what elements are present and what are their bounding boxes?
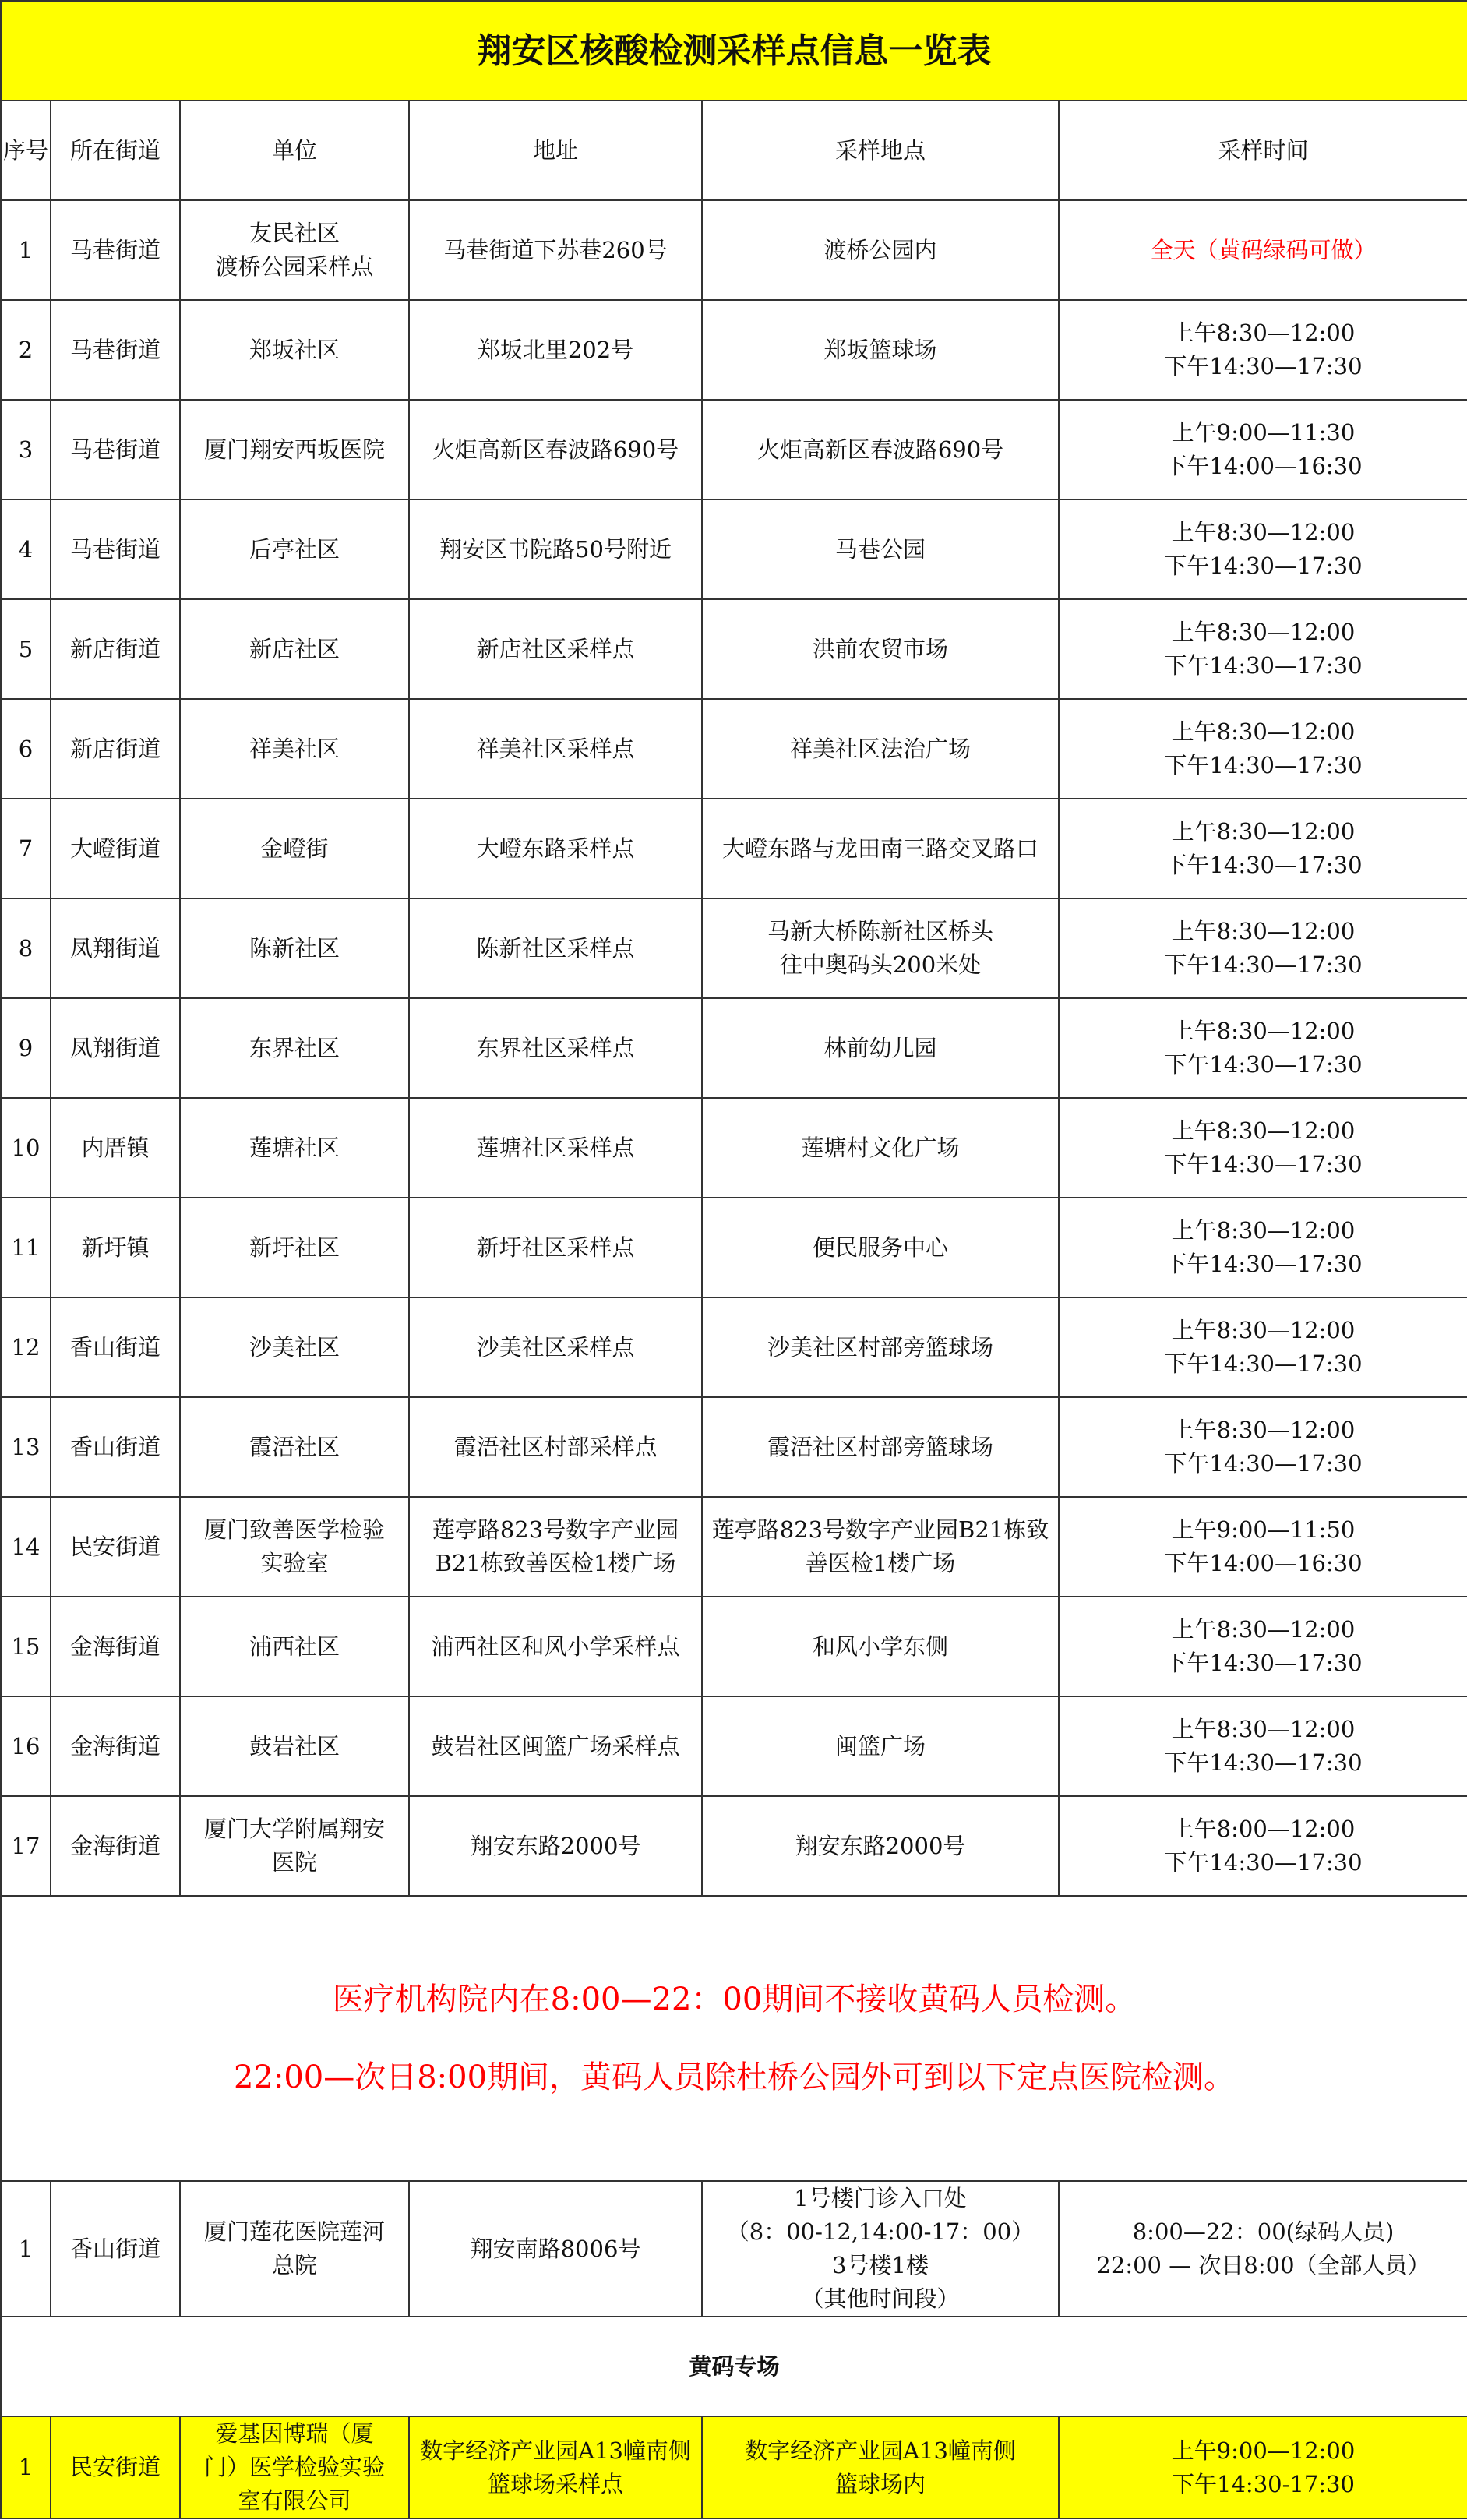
cell-site	[702, 499, 1059, 599]
cell-unit-line: 霞浯社区	[249, 1433, 340, 1460]
cell-unit-line: 厦门致善医学检验	[203, 1516, 385, 1543]
cell-no-line: 4	[18, 535, 34, 563]
cell-street	[51, 1198, 180, 1297]
cell-no-line: 15	[11, 1632, 41, 1660]
cell-unit	[180, 499, 409, 599]
cell-site	[702, 898, 1059, 998]
cell-unit-line: 总院	[271, 2252, 317, 2278]
cell-unit	[180, 1597, 409, 1696]
cell-unit-line: 新圩社区	[249, 1234, 340, 1261]
cell-unit	[180, 1198, 409, 1297]
cell-site-line: 篮球场内	[834, 2470, 926, 2497]
cell-street	[51, 799, 180, 898]
cell-address-line: 火炬高新区春波路690号	[432, 436, 679, 463]
cell-street-line: 金海街道	[69, 1632, 160, 1660]
cell-site	[702, 2181, 1059, 2317]
cell-time-line: 上午8:30—12:00	[1171, 918, 1356, 944]
table-row	[1, 1696, 1467, 1796]
cell-time-line: 下午14:30—17:30	[1164, 852, 1363, 878]
table-row	[1, 499, 1467, 599]
cell-street-line: 内厝镇	[81, 1134, 150, 1161]
cell-no-line: 12	[11, 1333, 41, 1361]
cell-address-line: 新圩社区采样点	[476, 1234, 635, 1261]
cell-address-line: 郑坂北里202号	[477, 336, 634, 363]
cell-street-line: 民安街道	[69, 2454, 160, 2480]
cell-address-line: 莲亭路823号数字产业园	[432, 1516, 679, 1543]
cell-no	[1, 2416, 51, 2518]
cell-time-line: 下午14:30—17:30	[1164, 1350, 1363, 1377]
cell-street-line: 新店街道	[69, 635, 160, 662]
cell-time-line: 上午9:00—11:30	[1171, 419, 1356, 446]
cell-street-line: 凤翔街道	[69, 1034, 160, 1061]
cell-unit-line: 后亭社区	[249, 535, 340, 563]
cell-no	[1, 1198, 51, 1297]
cell-no	[1, 499, 51, 599]
cell-unit	[180, 898, 409, 998]
cell-unit-line: 祥美社区	[249, 735, 340, 762]
cell-no-line: 1	[18, 2454, 34, 2480]
cell-time-line: 上午8:30—12:00	[1171, 1217, 1356, 1244]
cell-address	[409, 1198, 702, 1297]
cell-address	[409, 1098, 702, 1198]
yellow-section-row	[1, 2317, 1467, 2416]
cell-time-line: 下午14:30—17:30	[1164, 1749, 1363, 1776]
cell-time-line: 上午8:30—12:00	[1171, 619, 1356, 645]
cell-street	[51, 1297, 180, 1397]
cell-unit	[180, 1098, 409, 1198]
cell-unit-line: 实验室	[260, 1550, 329, 1576]
cell-street	[51, 1796, 180, 1896]
cell-time	[1059, 998, 1467, 1098]
header-street: 所在街道	[51, 101, 180, 200]
cell-address	[409, 1696, 702, 1796]
cell-address-line: 翔安东路2000号	[470, 1832, 641, 1859]
cell-address-line: 浦西社区和风小学采样点	[431, 1632, 680, 1660]
cell-no	[1, 200, 51, 300]
cell-address-line: 新店社区采样点	[476, 635, 635, 662]
header-row	[1, 101, 1467, 200]
cell-street-line: 香山街道	[69, 1333, 160, 1361]
cell-time-line: 下午14:30—17:30	[1164, 353, 1363, 379]
cell-street-line: 大嶝街道	[69, 835, 160, 862]
cell-address	[409, 1397, 702, 1497]
cell-time	[1059, 1597, 1467, 1696]
cell-address	[409, 499, 702, 599]
table-row	[1, 799, 1467, 898]
cell-street	[51, 2416, 180, 2518]
cell-site-line: 莲亭路823号数字产业园B21栋致	[711, 1516, 1049, 1543]
cell-address-line: 霞浯社区村部采样点	[453, 1433, 658, 1460]
page-title: 翔安区核酸检测采样点信息一览表	[1, 1, 1467, 101]
cell-time-line: 上午8:30—12:00	[1171, 1018, 1356, 1044]
cell-time	[1059, 799, 1467, 898]
cell-time-line: 上午8:30—12:00	[1171, 818, 1356, 845]
cell-address	[409, 898, 702, 998]
table-row	[1, 1796, 1467, 1896]
cell-unit	[180, 300, 409, 400]
cell-no-line: 10	[11, 1134, 41, 1161]
cell-street	[51, 1098, 180, 1198]
cell-no	[1, 599, 51, 699]
cell-time-line: 下午14:00—16:30	[1164, 453, 1363, 479]
cell-site-line: 祥美社区法治广场	[789, 735, 971, 762]
cell-no-line: 3	[18, 436, 34, 463]
cell-time-line: 下午14:30-17:30	[1172, 2470, 1355, 2497]
cell-no	[1, 699, 51, 799]
cell-street	[51, 699, 180, 799]
cell-no	[1, 998, 51, 1098]
cell-unit-line: 厦门翔安西坂医院	[203, 436, 385, 463]
header-site: 采样地点	[702, 101, 1059, 200]
cell-street	[51, 2181, 180, 2317]
cell-site	[702, 998, 1059, 1098]
cell-time	[1059, 200, 1467, 300]
cell-site-line: 洪前农贸市场	[812, 635, 948, 662]
cell-no	[1, 1796, 51, 1896]
table-row	[1, 1397, 1467, 1497]
cell-unit-line: 陈新社区	[249, 934, 340, 962]
cell-address-line: 篮球场采样点	[487, 2470, 623, 2497]
cell-no	[1, 1696, 51, 1796]
cell-no-line: 1	[18, 2235, 34, 2262]
cell-unit-line: 渡桥公园采样点	[215, 253, 374, 280]
header-unit: 单位	[180, 101, 409, 200]
cell-site	[702, 699, 1059, 799]
cell-street	[51, 599, 180, 699]
cell-time-line: 上午8:30—12:00	[1171, 718, 1356, 745]
cell-time-line: 上午8:00—12:00	[1171, 1816, 1356, 1842]
cell-street-line: 新店街道	[69, 735, 160, 762]
cell-address-line: 鼓岩社区闽篮广场采样点	[431, 1732, 680, 1759]
cell-time-line: 上午8:30—12:00	[1171, 319, 1356, 346]
cell-site-line: 3号楼1楼	[832, 2252, 929, 2278]
cell-unit	[180, 2181, 409, 2317]
cell-street	[51, 300, 180, 400]
cell-site-line: （8：00-12,14:00-17：00）	[726, 2218, 1035, 2245]
cell-time-line: 上午8:30—12:00	[1171, 1417, 1356, 1443]
cell-unit-line: 莲塘社区	[249, 1134, 340, 1161]
cell-no-line: 8	[18, 934, 34, 962]
cell-street	[51, 898, 180, 998]
cell-no-line: 17	[11, 1832, 41, 1859]
cell-time-line: 全天（黄码绿码可做）	[1150, 236, 1377, 263]
header-no: 序号	[1, 101, 51, 200]
cell-no	[1, 300, 51, 400]
cell-time-line: 上午9:00—11:50	[1171, 1516, 1356, 1543]
table-row	[1, 898, 1467, 998]
cell-time	[1059, 499, 1467, 599]
cell-site	[702, 1297, 1059, 1397]
cell-no-line: 2	[18, 336, 34, 363]
cell-unit-line: 郑坂社区	[249, 336, 340, 363]
cell-street-line: 马巷街道	[69, 236, 160, 263]
cell-no	[1, 2181, 51, 2317]
cell-no	[1, 1098, 51, 1198]
cell-address-line: 数字经济产业园A13幢南侧	[420, 2437, 691, 2464]
cell-unit-line: 医院	[271, 1849, 317, 1876]
cell-site	[702, 400, 1059, 499]
cell-street-line: 香山街道	[69, 1433, 160, 1460]
cell-time-line: 下午14:30—17:30	[1164, 752, 1363, 778]
cell-time	[1059, 1297, 1467, 1397]
cell-unit	[180, 699, 409, 799]
cell-unit	[180, 1796, 409, 1896]
cell-unit	[180, 2416, 409, 2518]
cell-site-line: 霞浯社区村部旁篮球场	[767, 1433, 993, 1460]
cell-unit-line: 厦门大学附属翔安	[203, 1816, 385, 1842]
cell-unit	[180, 1297, 409, 1397]
table-row	[1, 1198, 1467, 1297]
cell-unit-line: 友民社区	[249, 220, 340, 246]
cell-site	[702, 799, 1059, 898]
notice-row	[1, 1896, 1467, 2181]
cell-unit	[180, 998, 409, 1098]
hospital-row	[1, 2181, 1467, 2317]
cell-time	[1059, 2416, 1467, 2518]
cell-address	[409, 400, 702, 499]
cell-unit-line: 厦门莲花医院莲河	[203, 2218, 385, 2245]
cell-site-line: 闽篮广场	[834, 1732, 926, 1759]
cell-site-line: （其他时间段）	[801, 2285, 960, 2312]
cell-time	[1059, 300, 1467, 400]
cell-address	[409, 1597, 702, 1696]
cell-site	[702, 1098, 1059, 1198]
cell-address-line: 翔安南路8006号	[470, 2235, 641, 2262]
cell-street	[51, 998, 180, 1098]
cell-street-line: 金海街道	[69, 1732, 160, 1759]
cell-address	[409, 2416, 702, 2518]
cell-no-line: 14	[11, 1533, 41, 1560]
cell-street-line: 香山街道	[69, 2235, 160, 2262]
cell-time-line: 下午14:30—17:30	[1164, 1450, 1363, 1477]
cell-site-line: 和风小学东侧	[812, 1632, 948, 1660]
cell-street-line: 凤翔街道	[69, 934, 160, 962]
table-row	[1, 400, 1467, 499]
cell-time-line: 8:00—22：00(绿码人员)	[1132, 2218, 1395, 2245]
cell-time-line: 上午9:00—12:00	[1171, 2437, 1356, 2464]
cell-no-line: 5	[18, 635, 34, 662]
cell-site	[702, 1198, 1059, 1297]
cell-time-line: 22:00 — 次日8:00（全部人员）	[1096, 2252, 1430, 2278]
cell-time	[1059, 1796, 1467, 1896]
cell-site	[702, 2416, 1059, 2518]
cell-address-line: 东界社区采样点	[476, 1034, 635, 1061]
cell-site	[702, 1397, 1059, 1497]
cell-address	[409, 699, 702, 799]
cell-address	[409, 599, 702, 699]
cell-address-line: 马巷街道下苏巷260号	[443, 236, 668, 263]
cell-no-line: 7	[18, 835, 34, 862]
notice-cell	[1, 1896, 1467, 2181]
cell-address	[409, 1297, 702, 1397]
cell-no	[1, 1297, 51, 1397]
table-row	[1, 1497, 1467, 1597]
cell-no	[1, 1597, 51, 1696]
header-time: 采样时间	[1059, 101, 1467, 200]
cell-address-line: 陈新社区采样点	[476, 934, 635, 962]
cell-unit	[180, 599, 409, 699]
cell-street	[51, 499, 180, 599]
cell-address-line: 沙美社区采样点	[476, 1333, 635, 1361]
cell-no-line: 9	[18, 1034, 34, 1061]
table-row	[1, 1297, 1467, 1397]
cell-time	[1059, 1696, 1467, 1796]
cell-address	[409, 799, 702, 898]
cell-time	[1059, 2181, 1467, 2317]
yellow-code-row	[1, 2416, 1467, 2518]
cell-address	[409, 300, 702, 400]
cell-unit-line: 门）医学检验实验	[203, 2454, 385, 2480]
cell-unit-line: 新店社区	[249, 635, 340, 662]
cell-no-line: 1	[18, 236, 34, 263]
table-row	[1, 998, 1467, 1098]
header-address: 地址	[409, 101, 702, 200]
cell-time	[1059, 1497, 1467, 1597]
yellow-section-title: 黄码专场	[1, 2317, 1467, 2416]
cell-no-line: 11	[11, 1234, 41, 1261]
cell-address-line: 翔安区书院路50号附近	[439, 535, 672, 563]
cell-unit-line: 东界社区	[249, 1034, 340, 1061]
cell-site-line: 马新大桥陈新社区桥头	[767, 918, 993, 944]
cell-site	[702, 300, 1059, 400]
cell-unit	[180, 200, 409, 300]
cell-time-line: 下午14:30—17:30	[1164, 1151, 1363, 1177]
cell-street-line: 马巷街道	[69, 336, 160, 363]
cell-no	[1, 1397, 51, 1497]
cell-address	[409, 1796, 702, 1896]
cell-time-line: 下午14:30—17:30	[1164, 652, 1363, 679]
cell-street	[51, 1597, 180, 1696]
table-row	[1, 699, 1467, 799]
cell-site	[702, 1696, 1059, 1796]
cell-street-line: 民安街道	[69, 1533, 160, 1560]
cell-time	[1059, 898, 1467, 998]
cell-no-line: 13	[11, 1433, 41, 1460]
cell-street	[51, 1696, 180, 1796]
cell-no	[1, 400, 51, 499]
cell-street	[51, 1397, 180, 1497]
cell-time-line: 上午8:30—12:00	[1171, 1616, 1356, 1643]
table-row	[1, 1098, 1467, 1198]
cell-time	[1059, 1198, 1467, 1297]
cell-site-line: 火炬高新区春波路690号	[756, 436, 1004, 463]
cell-no	[1, 898, 51, 998]
cell-street-line: 金海街道	[69, 1832, 160, 1859]
cell-site-line: 数字经济产业园A13幢南侧	[745, 2437, 1016, 2464]
cell-unit-line: 沙美社区	[249, 1333, 340, 1361]
cell-time	[1059, 1397, 1467, 1497]
cell-site-line: 郑坂篮球场	[823, 336, 937, 363]
cell-street-line: 马巷街道	[69, 436, 160, 463]
cell-unit-line: 浦西社区	[249, 1632, 340, 1660]
cell-address	[409, 1497, 702, 1597]
table-row	[1, 1597, 1467, 1696]
cell-address	[409, 200, 702, 300]
cell-address	[409, 998, 702, 1098]
cell-time-line: 上午8:30—12:00	[1171, 1716, 1356, 1742]
cell-site	[702, 599, 1059, 699]
cell-no	[1, 799, 51, 898]
cell-site	[702, 200, 1059, 300]
cell-site	[702, 1796, 1059, 1896]
cell-site-line: 马巷公园	[834, 535, 926, 563]
cell-no-line: 16	[11, 1732, 41, 1759]
cell-site-line: 往中奥码头200米处	[779, 951, 982, 978]
cell-site-line: 1号楼门诊入口处	[794, 2185, 967, 2211]
cell-site	[702, 1497, 1059, 1597]
cell-site-line: 渡桥公园内	[823, 236, 937, 263]
cell-street	[51, 400, 180, 499]
cell-time-line: 下午14:30—17:30	[1164, 951, 1363, 978]
cell-time	[1059, 599, 1467, 699]
cell-site-line: 翔安东路2000号	[795, 1832, 966, 1859]
cell-unit	[180, 1696, 409, 1796]
cell-time-line: 下午14:30—17:30	[1164, 1849, 1363, 1876]
cell-street	[51, 1497, 180, 1597]
cell-time	[1059, 699, 1467, 799]
cell-unit	[180, 799, 409, 898]
cell-address-line: 莲塘社区采样点	[476, 1134, 635, 1161]
cell-unit	[180, 1497, 409, 1597]
cell-street-line: 马巷街道	[69, 535, 160, 563]
cell-site-line: 善医检1楼广场	[805, 1550, 956, 1576]
cell-no-line: 6	[18, 735, 34, 762]
cell-time	[1059, 1098, 1467, 1198]
cell-street	[51, 200, 180, 300]
cell-time	[1059, 400, 1467, 499]
cell-time-line: 下午14:30—17:30	[1164, 1650, 1363, 1676]
cell-unit-line: 鼓岩社区	[249, 1732, 340, 1759]
cell-unit-line: 金嶝街	[260, 835, 329, 862]
cell-time-line: 下午14:00—16:30	[1164, 1550, 1363, 1576]
cell-street-line: 新圩镇	[81, 1234, 150, 1261]
cell-site-line: 便民服务中心	[812, 1234, 948, 1261]
table-row	[1, 200, 1467, 300]
cell-time-line: 下午14:30—17:30	[1164, 552, 1363, 579]
cell-address-line: 祥美社区采样点	[476, 735, 635, 762]
cell-unit	[180, 400, 409, 499]
cell-unit-line: 室有限公司	[238, 2487, 351, 2514]
cell-no	[1, 1497, 51, 1597]
cell-time-line: 下午14:30—17:30	[1164, 1051, 1363, 1078]
cell-time-line: 下午14:30—17:30	[1164, 1251, 1363, 1277]
cell-site-line: 莲塘村文化广场	[801, 1134, 960, 1161]
cell-site-line: 大嶝东路与龙田南三路交叉路口	[721, 835, 1039, 862]
table-row	[1, 599, 1467, 699]
notice-text: 医疗机构院内在8:00—22：00期间不接收黄码人员检测。	[332, 1982, 1137, 2017]
cell-time-line: 上午8:30—12:00	[1171, 1117, 1356, 1144]
cell-time-line: 上午8:30—12:00	[1171, 519, 1356, 545]
notice-text: 22:00—次日8:00期间，黄码人员除杜桥公园外可到以下定点医院检测。	[233, 2059, 1236, 2095]
cell-address	[409, 2181, 702, 2317]
cell-site	[702, 1597, 1059, 1696]
cell-address-line: B21栋致善医检1楼广场	[435, 1550, 676, 1576]
table-row	[1, 300, 1467, 400]
cell-site-line: 林前幼儿园	[823, 1034, 937, 1061]
cell-time-line: 上午8:30—12:00	[1171, 1317, 1356, 1343]
cell-unit-line: 爱基因博瑞（厦	[215, 2420, 374, 2447]
cell-address-line: 大嶝东路采样点	[476, 835, 635, 862]
cell-site-line: 沙美社区村部旁篮球场	[767, 1333, 993, 1361]
cell-unit	[180, 1397, 409, 1497]
